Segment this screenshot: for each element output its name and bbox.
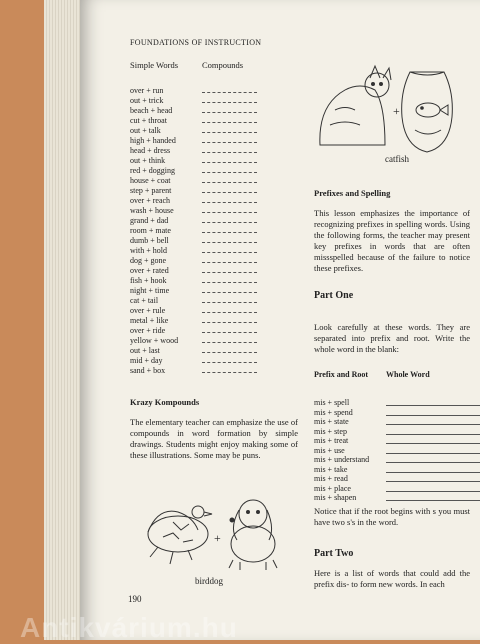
watermark: Antikvárium.hu [20, 612, 238, 643]
prefix-root-list [314, 398, 474, 503]
page-number: 190 [128, 594, 142, 604]
birddog-caption: birddog [195, 576, 223, 586]
page-stack-edge [44, 0, 84, 640]
catfish-illustration [315, 60, 465, 155]
compound-blank [202, 282, 257, 283]
word-pair-list [130, 86, 280, 376]
prefix-root-text: mis + spend [314, 407, 353, 417]
prefix-root-text: mis + read [314, 474, 348, 483]
prefix-row [314, 436, 474, 446]
prefix-root-text: mis + place [314, 483, 351, 493]
prefix-row [314, 398, 474, 408]
word-pair-text: fish + hook [130, 276, 167, 285]
word-pair-row [130, 96, 280, 106]
whole-word-blank [386, 481, 480, 482]
word-pair-row [130, 166, 280, 176]
word-pair-row [130, 346, 280, 356]
word-pair-text: grand + dad [130, 216, 169, 225]
compound-blank [202, 372, 257, 373]
word-pair-row [130, 216, 280, 226]
fishbowl-drawing [402, 72, 453, 152]
word-pair-text: wash + house [130, 206, 174, 215]
compound-blank [202, 92, 257, 93]
word-pair-text: out + last [130, 346, 160, 355]
prefix-row [314, 465, 474, 475]
svg-text:+: + [393, 104, 400, 118]
word-pair-text: house + coat [130, 176, 171, 185]
word-pair-text: sand + box [130, 366, 166, 375]
whole-word-blank [386, 500, 480, 501]
word-pair-row [130, 156, 280, 166]
compound-blank [202, 312, 257, 313]
word-pair-text: over + rated [130, 266, 169, 275]
compound-blank [202, 212, 257, 213]
column-simple-words: Simple Words [130, 60, 179, 70]
prefix-root-text: mis + use [314, 445, 345, 455]
compound-blank [202, 172, 257, 173]
word-pair-row [130, 126, 280, 136]
part-one-text: Look carefully at these words. They are separated into prefix and root. Write the whole word in the blank: [314, 322, 470, 354]
prefix-row [314, 408, 474, 418]
compound-blank [202, 182, 257, 183]
prefix-row [314, 417, 474, 427]
word-pair-text: metal + like [130, 316, 169, 325]
prefix-row [314, 474, 474, 484]
word-pair-row [130, 266, 280, 276]
word-pair-text: yellow + wood [130, 336, 179, 345]
word-pair-text: cat + tail [130, 296, 159, 305]
compound-blank [202, 202, 257, 203]
word-pair-text: night + time [130, 286, 170, 295]
compound-blank [202, 142, 257, 143]
prefixes-title: Prefixes and Spelling [314, 188, 391, 198]
compound-blank [202, 262, 257, 263]
word-pair-row [130, 236, 280, 246]
whole-word-blank [386, 472, 480, 473]
whole-word-column: Whole Word [386, 370, 430, 379]
compound-blank [202, 302, 257, 303]
column-compounds: Compounds [202, 60, 244, 70]
word-pair-row [130, 256, 280, 266]
word-pair-row [130, 86, 280, 96]
whole-word-blank [386, 462, 480, 463]
compound-blank [202, 352, 257, 353]
prefix-root-column: Prefix and Root [314, 370, 369, 379]
compound-blank [202, 222, 257, 223]
compound-blank [202, 232, 257, 233]
word-pair-row [130, 366, 280, 376]
whole-word-blank [386, 443, 480, 444]
prefix-row [314, 427, 474, 437]
word-pair-row [130, 186, 280, 196]
word-pair-row [130, 326, 280, 336]
word-pair-text: mid + day [130, 356, 163, 365]
word-pair-text: red + dogging [130, 166, 175, 175]
catfish-caption: catfish [385, 154, 409, 164]
word-pair-row [130, 336, 280, 346]
prefix-row [314, 446, 474, 456]
word-pair-row [130, 136, 280, 146]
compound-blank [202, 242, 257, 243]
prefix-root-text: mis + understand [314, 455, 370, 464]
word-pair-text: dumb + bell [130, 236, 169, 245]
whole-word-blank [386, 405, 480, 406]
word-pair-text: room + mate [130, 226, 171, 235]
whole-word-blank [386, 453, 480, 454]
part-two-title: Part Two [314, 548, 354, 559]
compound-blank [202, 252, 257, 253]
compound-blank [202, 322, 257, 323]
compound-blank [202, 362, 257, 363]
prefix-root-text: mis + shapen [314, 493, 357, 502]
krazy-title: Krazy Kompounds [130, 397, 200, 407]
birddog-illustration [128, 492, 298, 572]
whole-word-blank [386, 434, 480, 435]
word-pair-text: out + think [130, 156, 166, 165]
word-pair-row [130, 176, 280, 186]
compound-blank [202, 292, 257, 293]
part-one-notice: Notice that if the root begins with s you must have two s's in the word. [314, 506, 470, 527]
prefix-root-text: mis + step [314, 426, 347, 436]
compound-blank [202, 332, 257, 333]
compound-blank [202, 192, 257, 193]
word-pair-text: over + rule [130, 306, 166, 315]
word-pair-row [130, 146, 280, 156]
word-pair-text: over + reach [130, 196, 171, 205]
word-pair-row [130, 316, 280, 326]
compound-blank [202, 102, 257, 103]
part-two-text: Here is a list of words that could add the prefix dis- to form new words. In each [314, 568, 470, 589]
compound-blank [202, 162, 257, 163]
word-pair-row [130, 246, 280, 256]
word-pair-text: head + dress [130, 146, 171, 155]
prefix-root-text: mis + spell [314, 398, 350, 407]
whole-word-blank [386, 491, 480, 492]
prefix-root-text: mis + treat [314, 436, 349, 445]
prefix-root-text: mis + take [314, 464, 348, 474]
prefix-root-text: mis + state [314, 417, 349, 426]
word-pair-row [130, 306, 280, 316]
compound-blank [202, 112, 257, 113]
word-pair-text: over + run [130, 86, 164, 95]
prefix-row [314, 493, 474, 503]
part-one-title: Part One [314, 290, 354, 301]
prefix-row [314, 484, 474, 494]
cat-drawing [320, 66, 391, 145]
word-pair-text: with + hold [130, 246, 167, 255]
word-pair-text: step + parent [130, 186, 172, 195]
word-pair-row [130, 116, 280, 126]
whole-word-blank [386, 424, 480, 425]
bird-drawing [148, 506, 212, 564]
compound-blank [202, 122, 257, 123]
word-pair-row [130, 286, 280, 296]
compound-blank [202, 152, 257, 153]
running-header: FOUNDATIONS OF INSTRUCTION [130, 38, 262, 47]
word-pair-text: beach + head [130, 106, 173, 115]
word-pair-text: high + handed [130, 136, 176, 145]
word-pair-text: dog + gone [130, 256, 167, 265]
compound-blank [202, 132, 257, 133]
svg-text:+: + [214, 531, 221, 545]
word-pair-row [130, 226, 280, 236]
compound-blank [202, 342, 257, 343]
word-pair-row [130, 276, 280, 286]
word-pair-row [130, 106, 280, 116]
word-pair-text: over + ride [130, 326, 166, 335]
compound-blank [202, 272, 257, 273]
word-pair-text: cut + throat [130, 116, 167, 125]
word-pair-row [130, 196, 280, 206]
prefixes-text: This lesson emphasizes the importance of recognizing prefixes in spelling words. Using the following forms, the teacher may present key prefixes in words that are often missspelled because of the failure to notice these prefixes. [314, 208, 470, 273]
word-pair-row [130, 296, 280, 306]
dog-drawing [229, 500, 277, 570]
word-pair-row [130, 206, 280, 216]
krazy-text: The elementary teacher can emphasize the use of compounds in word formation by simple drawings. Students might enjoy making some of these illustrations. Some may be puns. [130, 417, 298, 460]
prefix-row [314, 455, 474, 465]
word-pair-text: out + trick [130, 96, 164, 105]
word-pair-row [130, 356, 280, 366]
whole-word-blank [386, 415, 480, 416]
word-pair-text: out + talk [130, 126, 161, 135]
